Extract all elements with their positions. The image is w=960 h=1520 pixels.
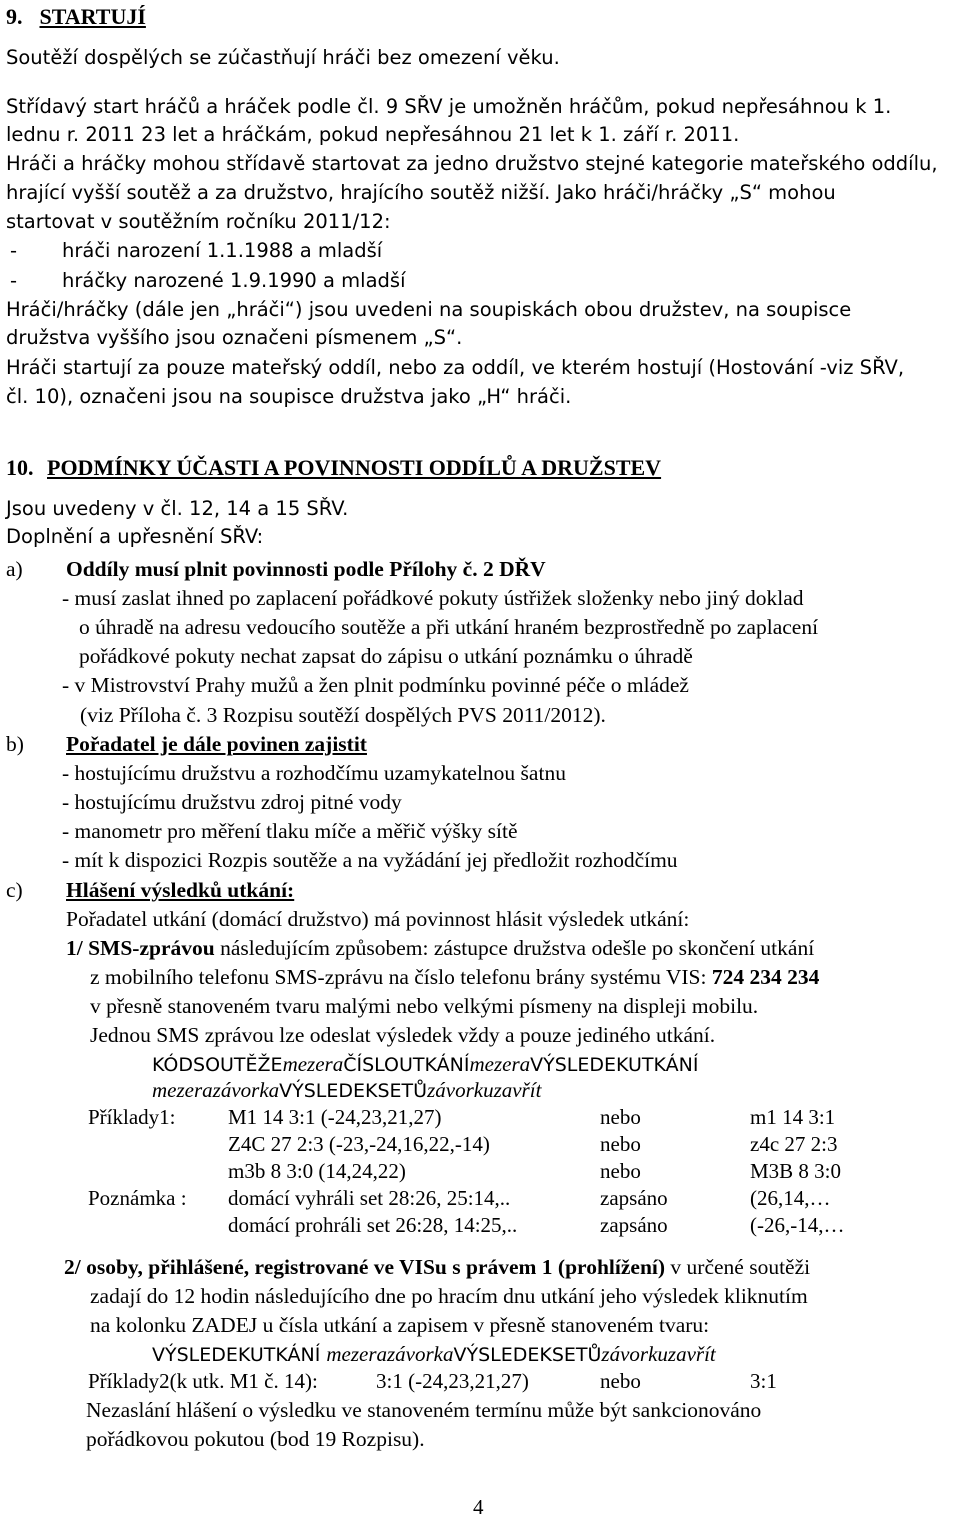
text-segment: mezera — [469, 1052, 531, 1076]
paragraph: pořádkové pokuty nechat zapsat do zápisu o utkání poznámku o úhradě — [79, 644, 693, 668]
text-segment: Jako hráči/hráčky „S“ mohou — [550, 181, 836, 204]
item-title: Hlášení výsledků utkání: — [66, 878, 295, 902]
list-dash: - — [10, 239, 18, 262]
example2-label: Příklady2(k utk. M1 č. 14): — [88, 1369, 318, 1393]
item-label: b) — [6, 732, 24, 756]
paragraph: Hráči startují za pouze mateřský oddíl, nebo za oddíl, ve kterém hostují (Hostování -viz SŘV, — [6, 356, 905, 379]
text-segment: následujícím způsobem: zástupce družstva odešle po skončení utkání — [214, 936, 815, 960]
item-title: Oddíly musí plnit povinnosti podle Přílohy č. 2 DŘV — [66, 557, 546, 581]
sms-format-line — [152, 1051, 698, 1078]
paragraph: Jednou SMS zprávou lze odeslat výsledek vždy a pouze jediného utkání. — [90, 1023, 716, 1047]
list-item: hráči narození 1.1.1988 a mladší — [62, 239, 383, 262]
phone-number: 724 234 234 — [711, 965, 820, 989]
text-segment: závorkuzavřít — [427, 1078, 542, 1102]
paragraph: - musí zaslat ihned po zaplacení pořádkové pokuty ústřižek složenky nebo jiný doklad — [62, 586, 804, 610]
text-segment: z mobilního telefonu SMS-zprávu na číslo telefonu brány systému VIS: — [90, 965, 712, 989]
example-cell-c: (26,14,… — [750, 1186, 831, 1210]
paragraph: Hráči a hráčky mohou střídavě startovat za jedno družstvo stejné kategorie mateřského oddílu, — [6, 152, 938, 175]
paragraph: Hráči/hráčky (dále jen „hráči“) jsou uvedeni na soupiskách obou družstev, na soupisce — [6, 298, 852, 321]
text-segment: závorkuzavřít — [601, 1342, 716, 1366]
paragraph: - v Mistrovství Prahy mužů a žen plnit podmínku povinné péče o mládež — [62, 673, 689, 697]
text-segment: v určené soutěži — [665, 1255, 811, 1279]
example-cell-b: zapsáno — [600, 1213, 668, 1237]
paragraph: o úhradě na adresu vedoucího soutěže a při utkání hraném bezprostředně po zaplacení — [79, 615, 819, 639]
example-cell-c: (-26,-14,… — [750, 1213, 845, 1237]
paragraph: Střídavý start hráčů a hráček podle čl. 9 SŘV je umožněn hráčům, pokud nepřesáhnou k 1. — [6, 95, 892, 118]
text-segment: VÝSLEDEKUTKÁNÍ — [152, 1344, 327, 1366]
paragraph: - hostujícímu družstvu zdroj pitné vody — [62, 790, 402, 814]
example-cell-label: Poznámka : — [88, 1186, 187, 1210]
vis-format-line — [152, 1341, 716, 1368]
paragraph: družstva vyššího jsou označeni písmenem „S“. — [6, 326, 463, 349]
text-segment: hrající vyšší soutěž a za družstvo, hrajícího soutěž nižší. — [6, 181, 551, 204]
example-cell-b: nebo — [600, 1132, 641, 1156]
example-cell-a: domácí prohráli set 26:28, 14:25,.. — [228, 1213, 518, 1237]
section-title: STARTUJÍ — [39, 4, 146, 29]
example-cell-c: m1 14 3:1 — [750, 1105, 836, 1129]
sms-format-line — [152, 1077, 541, 1104]
paragraph: (viz Příloha č. 3 Rozpisu soutěží dospělých PVS 2011/2012). — [80, 703, 606, 727]
paragraph: v přesně stanoveném tvaru malými nebo velkými písmeny na displeji mobilu. — [90, 994, 759, 1018]
example2-conj: nebo — [600, 1369, 641, 1393]
list-dash: - — [10, 269, 18, 292]
text-segment: VÝSLEDEKSETŮ — [453, 1344, 602, 1366]
example-cell-a: M1 14 3:1 (-24,23,21,27) — [228, 1105, 442, 1129]
example-cell-a: m3b 8 3:0 (14,24,22) — [228, 1159, 406, 1183]
text-segment: 1/ SMS-zprávou — [66, 936, 215, 960]
section-number: 10. — [6, 455, 34, 480]
item-label: c) — [6, 878, 23, 902]
paragraph: - hostujícímu družstvu a rozhodčímu uzamykatelnou šatnu — [62, 761, 566, 785]
example-cell-b: nebo — [600, 1105, 641, 1129]
paragraph: na kolonku ZADEJ u čísla utkání a zapisem v přesně stanoveném tvaru: — [90, 1313, 710, 1337]
paragraph: Nezaslání hlášení o výsledku ve stanoveném termínu může být sankcionováno — [86, 1398, 762, 1422]
paragraph: - manometr pro měření tlaku míče a měřič výšky sítě — [62, 819, 518, 843]
text-segment: mezerazávorka — [326, 1342, 454, 1366]
example-cell-a: domácí vyhráli set 28:26, 25:14,.. — [228, 1186, 511, 1210]
example2-value: 3:1 (-24,23,21,27) — [376, 1369, 529, 1393]
text-segment: KÓDSOUTĚŽE — [152, 1054, 283, 1076]
example-cell-label: Příklady1: — [88, 1105, 176, 1129]
example-cell-c: z4c 27 2:3 — [750, 1132, 838, 1156]
paragraph — [6, 180, 836, 206]
page-number: 4 — [473, 1495, 484, 1519]
text-segment: ČÍSLOUTKÁNÍ — [343, 1054, 470, 1076]
paragraph: Doplnění a upřesnění SŘV: — [6, 525, 264, 548]
paragraph: - mít k dispozici Rozpis soutěže a na vyžádání jej předložit rozhodčímu — [62, 848, 678, 872]
example-cell-a: Z4C 27 2:3 (-23,-24,16,22,-14) — [228, 1132, 490, 1156]
list-item: hráčky narozené 1.9.1990 a mladší — [62, 269, 406, 292]
text-segment: 2/ osoby, přihlášené, registrované ve VISu s právem 1 (prohlížení) — [64, 1255, 666, 1279]
item-title: Pořadatel je dále povinen zajistit — [66, 732, 367, 756]
text-segment: VÝSLEDEKUTKÁNÍ — [530, 1054, 699, 1076]
text-segment: VÝSLEDEKSETŮ — [279, 1080, 428, 1102]
paragraph — [90, 964, 819, 990]
paragraph: Pořadatel utkání (domácí družstvo) má povinnost hlásit výsledek utkání: — [66, 907, 690, 931]
text-segment: mezera — [282, 1052, 344, 1076]
paragraph — [66, 935, 814, 961]
section-number: 9. — [6, 4, 23, 29]
paragraph: čl. 10), označeni jsou na soupisce družstva jako „H“ hráči. — [6, 385, 572, 408]
paragraph: pořádkovou pokutou (bod 19 Rozpisu). — [86, 1427, 425, 1451]
example-cell-c: M3B 8 3:0 — [750, 1159, 842, 1183]
paragraph: Jsou uvedeny v čl. 12, 14 a 15 SŘV. — [6, 497, 349, 520]
example-cell-b: nebo — [600, 1159, 641, 1183]
paragraph: lednu r. 2011 23 let a hráčkám, pokud nepřesáhnou 21 let k 1. září r. 2011. — [6, 123, 740, 146]
paragraph: startovat v soutěžním ročníku 2011/12: — [6, 210, 391, 233]
example-cell-b: zapsáno — [600, 1186, 668, 1210]
paragraph — [64, 1254, 810, 1280]
text-segment: mezerazávorka — [152, 1078, 280, 1102]
section-title: PODMÍNKY ÚČASTI A POVINNOSTI ODDÍLŮ A DRUŽSTEV — [47, 455, 662, 480]
example2-alt: 3:1 — [750, 1369, 777, 1393]
paragraph: zadají do 12 hodin následujícího dne po hracím dnu utkání jeho výsledek kliknutím — [90, 1284, 808, 1308]
item-label: a) — [6, 557, 23, 581]
paragraph: Soutěží dospělých se zúčastňují hráči bez omezení věku. — [6, 46, 560, 69]
section-10-heading — [6, 455, 661, 481]
section-9-heading — [6, 4, 146, 30]
